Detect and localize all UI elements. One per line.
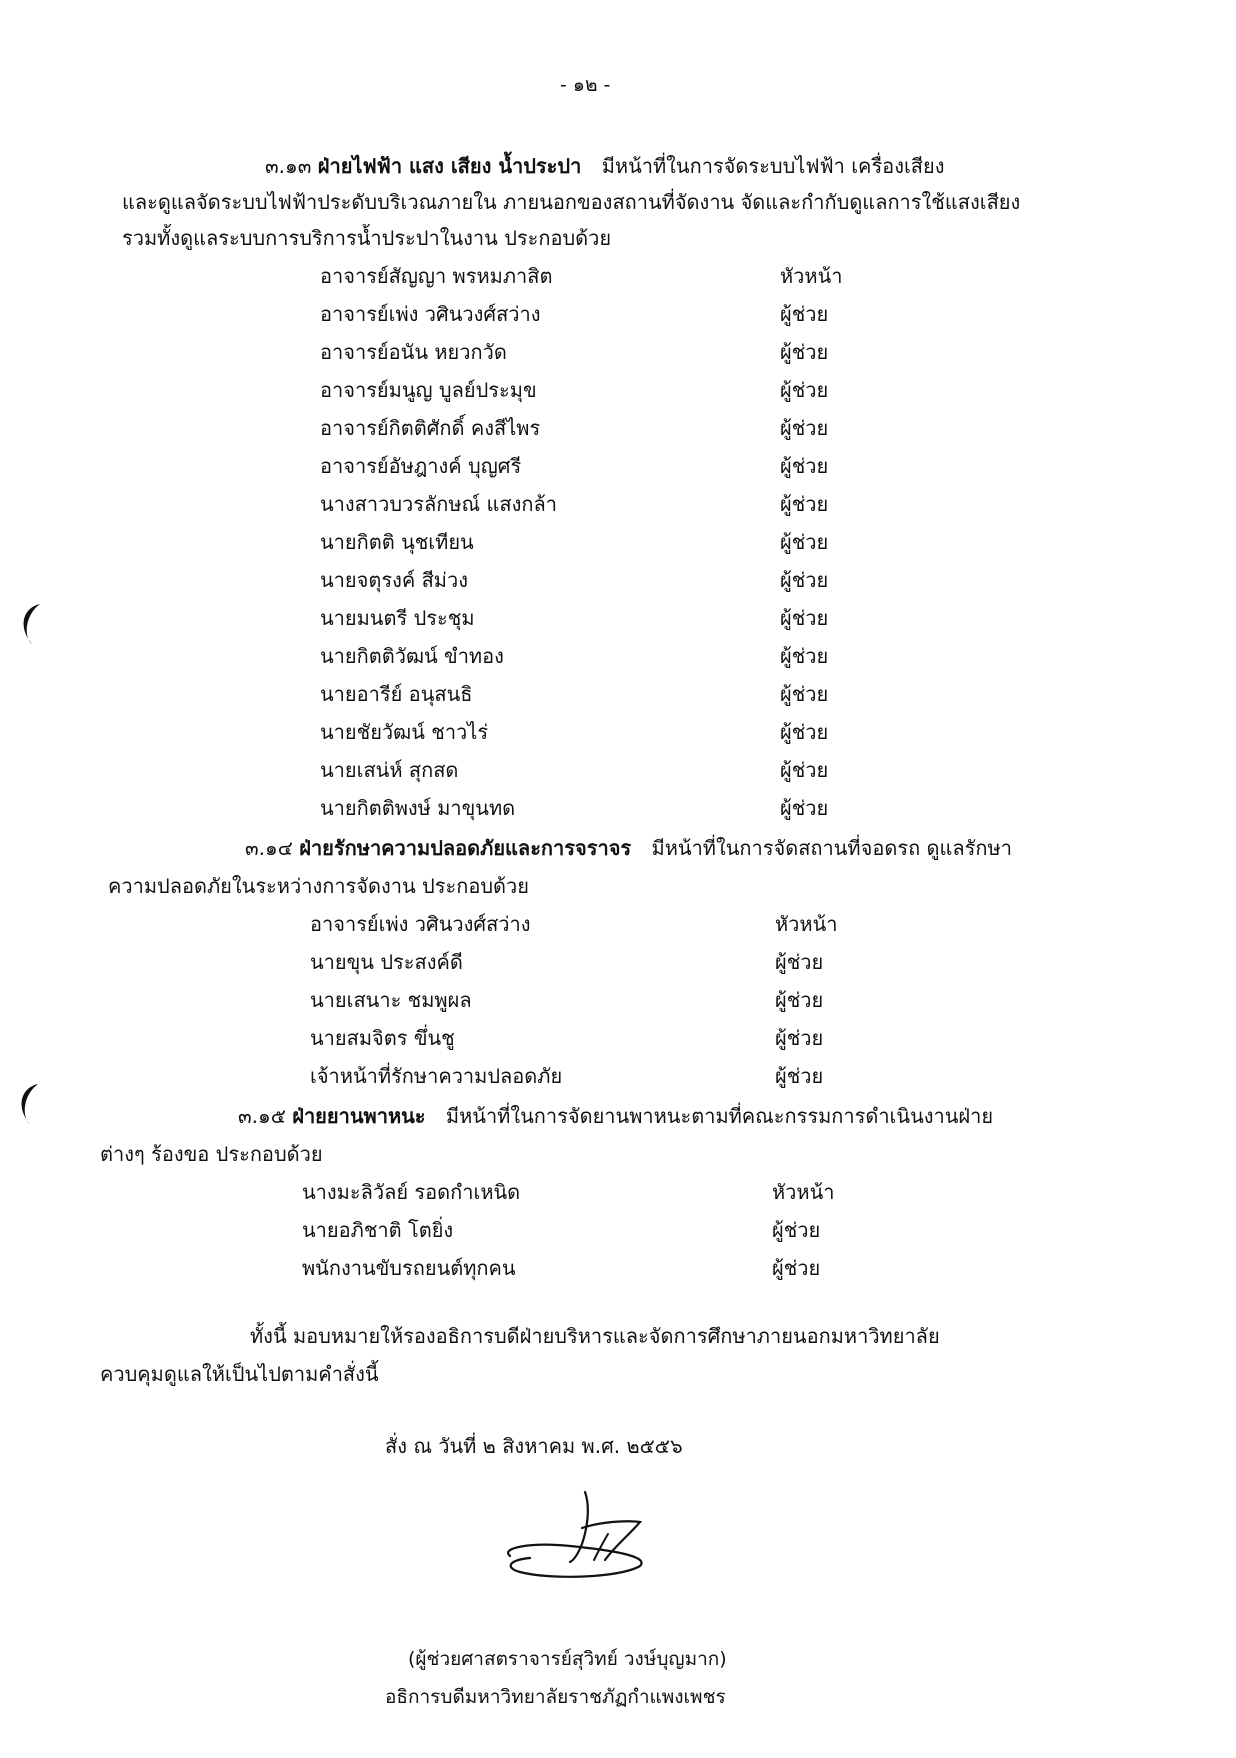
closing-line-1: ทั้งนี้ มอบหมายให้รองอธิการบดีฝ่ายบริหารและจัดการศึกษาภายนอกมหาวิทยาลัย bbox=[250, 1324, 940, 1348]
member-name: นายเสนาะ ชมพูผล bbox=[310, 988, 472, 1012]
binding-hole-mark bbox=[14, 600, 44, 650]
member-name: นายกิตติวัฒน์ ขำทอง bbox=[320, 644, 504, 668]
section-title: ฝ่ายไฟฟ้า แสง เสียง น้ำประปา bbox=[317, 154, 582, 178]
member-role: ผู้ช่วย bbox=[780, 682, 829, 706]
member-name: นายจตุรงค์ สีม่วง bbox=[320, 568, 468, 592]
page-number: - ๑๒ - bbox=[560, 74, 611, 96]
member-name: อาจารย์มนูญ บูลย์ประมุข bbox=[320, 378, 537, 402]
member-name: นายอภิชาติ โตยิ่ง bbox=[302, 1218, 454, 1242]
member-name: นายกิตติพงษ์ มาขุนทด bbox=[320, 796, 516, 820]
member-name: อาจารย์เพ่ง วศินวงศ์สว่าง bbox=[310, 912, 531, 936]
member-role: ผู้ช่วย bbox=[775, 950, 824, 974]
binding-hole-mark bbox=[12, 1080, 42, 1130]
member-role: ผู้ช่วย bbox=[780, 606, 829, 630]
section-3-13-heading bbox=[265, 150, 945, 182]
member-name: พนักงานขับรถยนต์ทุกคน bbox=[302, 1256, 516, 1280]
member-name: นางสาวบวรลักษณ์ แสงกล้า bbox=[320, 492, 557, 516]
member-role: ผู้ช่วย bbox=[775, 1026, 824, 1050]
section-title: ฝ่ายรักษาความปลอดภัยและการจราจร bbox=[299, 836, 632, 860]
section-3-14-line2: ความปลอดภัยในระหว่างการจัดงาน ประกอบด้วย bbox=[108, 874, 529, 898]
member-name: อาจารย์อัษฎางค์ บุญศรี bbox=[320, 454, 522, 478]
section-3-15-heading bbox=[238, 1100, 993, 1132]
section-3-15-line2: ต่างๆ ร้องขอ ประกอบด้วย bbox=[100, 1142, 323, 1166]
member-role: ผู้ช่วย bbox=[780, 454, 829, 478]
member-role: ผู้ช่วย bbox=[772, 1256, 821, 1280]
member-role: ผู้ช่วย bbox=[780, 530, 829, 554]
section-text: มีหน้าที่ในการจัดระบบไฟฟ้า เครื่องเสียง bbox=[601, 154, 945, 178]
member-name: นายมนตรี ประชุม bbox=[320, 606, 475, 630]
member-name: อาจารย์สัญญา พรหมภาสิต bbox=[320, 264, 553, 288]
member-role: หัวหน้า bbox=[775, 912, 838, 936]
member-role: ผู้ช่วย bbox=[780, 720, 829, 744]
date-line: สั่ง ณ วันที่ ๒ สิงหาคม พ.ศ. ๒๕๕๖ bbox=[385, 1434, 683, 1458]
section-text: มีหน้าที่ในการจัดสถานที่จอดรถ ดูแลรักษา bbox=[651, 836, 1012, 860]
member-name: นายเสน่ห์ สุกสด bbox=[320, 758, 459, 782]
signatory-name: (ผู้ช่วยศาสตราจารย์สุวิทย์ วงษ์บุญมาก) bbox=[408, 1648, 727, 1670]
section-text: มีหน้าที่ในการจัดยานพาหนะตามที่คณะกรรมการดำเนินงานฝ่าย bbox=[445, 1104, 994, 1128]
signature-image bbox=[490, 1486, 690, 1596]
member-role: ผู้ช่วย bbox=[780, 644, 829, 668]
section-3-14-heading bbox=[245, 832, 1012, 864]
member-role: ผู้ช่วย bbox=[780, 758, 829, 782]
member-role: ผู้ช่วย bbox=[780, 302, 829, 326]
member-name: อาจารย์อนัน หยวกวัด bbox=[320, 340, 507, 364]
member-role: ผู้ช่วย bbox=[772, 1218, 821, 1242]
member-name: นางมะลิวัลย์ รอดกำเหนิด bbox=[302, 1180, 521, 1204]
member-name: นายสมจิตร ขึ่นชู bbox=[310, 1026, 455, 1050]
member-role: ผู้ช่วย bbox=[780, 568, 829, 592]
section-number: ๓.๑๔ bbox=[245, 836, 293, 860]
member-role: ผู้ช่วย bbox=[780, 378, 829, 402]
member-name: นายอารีย์ อนุสนธิ bbox=[320, 682, 473, 706]
member-name: นายชัยวัฒน์ ชาวไร่ bbox=[320, 720, 489, 744]
member-role: หัวหน้า bbox=[780, 264, 843, 288]
member-role: ผู้ช่วย bbox=[780, 492, 829, 516]
member-name: นายขุน ประสงค์ดี bbox=[310, 950, 463, 974]
member-role: ผู้ช่วย bbox=[780, 796, 829, 820]
section-3-13-line2: และดูแลจัดระบบไฟฟ้าประดับบริเวณภายใน ภายนอกของสถานที่จัดงาน จัดและกำกับดูแลการใช้แสงเสียง bbox=[122, 190, 1021, 214]
member-name: เจ้าหน้าที่รักษาความปลอดภัย bbox=[310, 1064, 563, 1088]
member-name: อาจารย์เพ่ง วศินวงศ์สว่าง bbox=[320, 302, 541, 326]
section-3-13-line3: รวมทั้งดูแลระบบการบริการน้ำประปาในงาน ประกอบด้วย bbox=[122, 226, 612, 250]
closing-line-2: ควบคุมดูแลให้เป็นไปตามคำสั่งนี้ bbox=[100, 1362, 379, 1386]
member-role: หัวหน้า bbox=[772, 1180, 835, 1204]
member-name: นายกิตติ นุชเทียน bbox=[320, 530, 474, 554]
signatory-title: อธิการบดีมหาวิทยาลัยราชภัฏกำแพงเพชร bbox=[385, 1686, 726, 1708]
section-title: ฝ่ายยานพาหนะ bbox=[292, 1104, 426, 1128]
section-number: ๓.๑๓ bbox=[265, 154, 312, 178]
member-role: ผู้ช่วย bbox=[775, 1064, 824, 1088]
member-name: อาจารย์กิตติศักดิ์ คงสีไพร bbox=[320, 416, 541, 440]
section-number: ๓.๑๕ bbox=[238, 1104, 286, 1128]
member-role: ผู้ช่วย bbox=[780, 416, 829, 440]
member-role: ผู้ช่วย bbox=[775, 988, 824, 1012]
member-role: ผู้ช่วย bbox=[780, 340, 829, 364]
